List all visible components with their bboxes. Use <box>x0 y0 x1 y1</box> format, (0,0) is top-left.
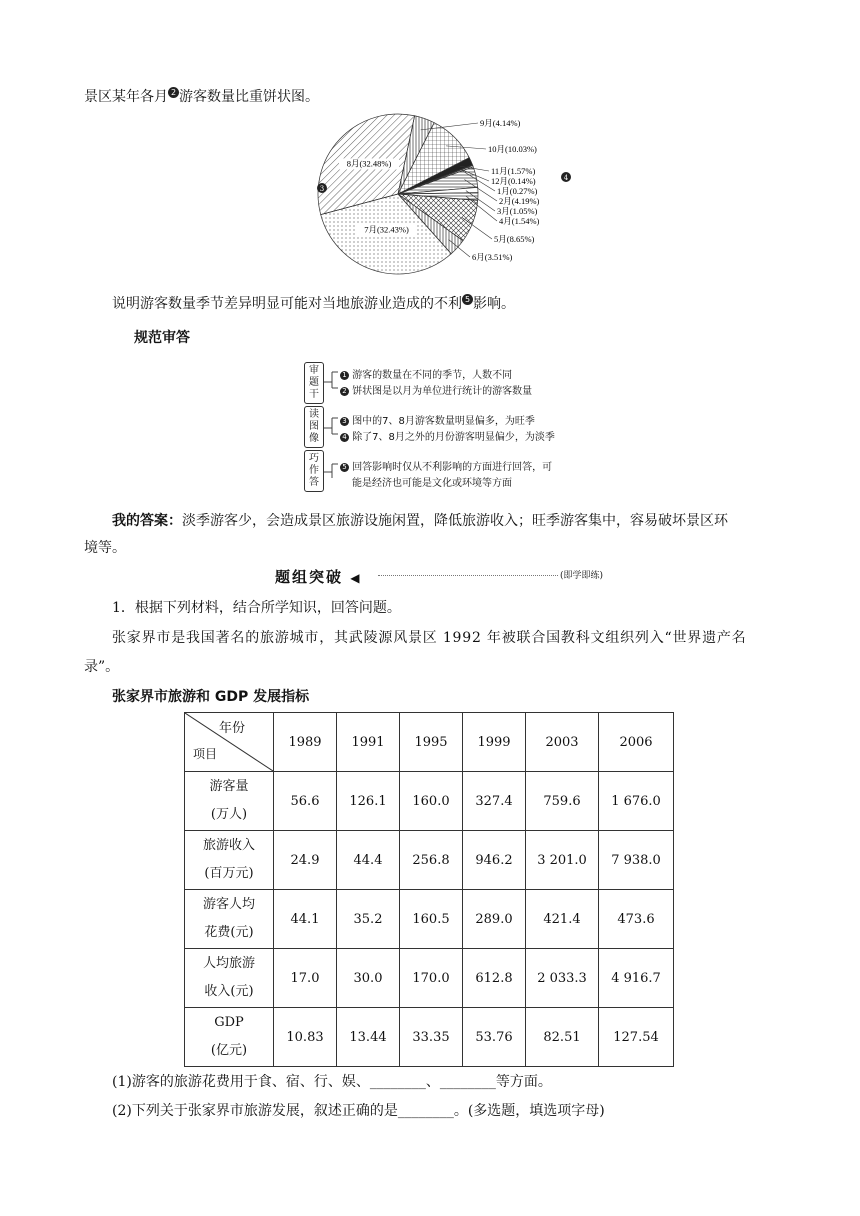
year-header: 1995 <box>400 713 463 772</box>
table-cell: 35.2 <box>337 890 400 949</box>
pie-slice-label: 2月(4.19%) <box>499 196 540 206</box>
flow-item: 能是经济也可能是文化或环境等方面 <box>352 478 512 489</box>
answer-label: 我的答案： <box>112 513 182 529</box>
corner-bottom-label: 项目 <box>193 747 218 761</box>
table-cell: 473.6 <box>599 890 674 949</box>
flow-item: 3 图中的7、8月游客数量明显偏多，为旺季 <box>340 412 535 427</box>
section-subtitle: (即学即练) <box>560 571 604 581</box>
data-table <box>184 712 674 1067</box>
answer-text: 淡季游客少，会造成景区旅游设施闲置，降低旅游收入；旺季游客集中，容易破坏景区环 <box>182 513 728 529</box>
sub-question-2: (2)下列关于张家界市旅游发展，叙述正确的是________。(多选题，填选项字母) <box>112 1103 605 1119</box>
row-header-line-1: GDP <box>214 1015 244 1030</box>
table-cell: 17.0 <box>274 949 337 1008</box>
pie-slice-label: 5月(8.65%) <box>494 234 535 244</box>
marker-4-label: 4 <box>563 174 569 182</box>
table-title: 张家界市旅游和 GDP 发展指标 <box>112 689 310 705</box>
intro-text: 景区某年各月 <box>84 89 168 105</box>
table-cell: 126.1 <box>337 772 400 831</box>
pie-slice-label: 1月(0.27%) <box>497 186 538 196</box>
table-cell: 289.0 <box>463 890 526 949</box>
pie-slice-label: 11月(1.57%) <box>491 166 536 176</box>
answer-line <box>112 510 790 530</box>
table-cell: 160.0 <box>400 772 463 831</box>
row-header <box>185 890 274 949</box>
section-divider <box>378 575 558 576</box>
table-cell: 421.4 <box>526 890 599 949</box>
row-header-line-2: (万人) <box>210 807 248 822</box>
table-cell: 33.35 <box>400 1008 463 1067</box>
section-heading: 规范审答 <box>134 330 190 346</box>
row-header <box>185 1008 274 1067</box>
flow-item: 2 饼状图是以月为单位进行统计的游客数量 <box>340 382 532 397</box>
row-header-line-2: 收入(元) <box>204 984 254 999</box>
table-cell: 13.44 <box>337 1008 400 1067</box>
flow-item: 1 游客的数量在不同的季节，人数不同 <box>340 366 512 381</box>
table-row <box>185 1008 674 1067</box>
table-cell: 127.54 <box>599 1008 674 1067</box>
analysis-flowchart <box>302 358 592 493</box>
circled-number-icon: 2 <box>168 87 179 98</box>
marker-3-label: 3 <box>319 185 325 193</box>
sub-question-1: (1)游客的旅游花费用于食、宿、行、娱、________、________等方面。 <box>112 1074 552 1090</box>
table-cell: 160.5 <box>400 890 463 949</box>
row-header <box>185 831 274 890</box>
year-header: 1991 <box>337 713 400 772</box>
table-header-row <box>185 713 674 772</box>
row-header-line-1: 人均旅游 <box>202 956 255 971</box>
table-cell: 4 916.7 <box>599 949 674 1008</box>
flow-tag-3: 巧 作 答 <box>304 450 324 492</box>
pie-slice-label: 9月(4.14%) <box>480 118 521 128</box>
table-cell: 30.0 <box>337 949 400 1008</box>
flow-item: 5 回答影响时仅从不利影响的方面进行回答，可 <box>340 458 552 473</box>
row-header <box>185 772 274 831</box>
table-cell: 612.8 <box>463 949 526 1008</box>
table-cell: 3 201.0 <box>526 831 599 890</box>
explain-text-rest: 影响。 <box>473 296 515 312</box>
row-header-line-1: 旅游收入 <box>202 838 255 853</box>
flow-tag-2: 读 图 像 <box>304 406 324 448</box>
intro-line <box>84 86 790 106</box>
table-cell: 53.76 <box>463 1008 526 1067</box>
year-header: 2006 <box>599 713 674 772</box>
table-cell: 56.6 <box>274 772 337 831</box>
question-1: 1．根据下列材料，结合所学知识，回答问题。 <box>112 600 401 616</box>
triangle-left-icon: ◀ <box>350 571 362 585</box>
explain-text: 说明游客数量季节差异明显可能对当地旅游业造成的不利 <box>112 296 462 312</box>
year-header: 2003 <box>526 713 599 772</box>
corner-top-label: 年份 <box>219 721 246 736</box>
row-header <box>185 949 274 1008</box>
material-line-2: 录”。 <box>84 659 120 675</box>
table-row <box>185 831 674 890</box>
row-header-line-2: (亿元) <box>210 1043 248 1058</box>
table-cell: 82.51 <box>526 1008 599 1067</box>
table-corner <box>185 713 274 772</box>
table-cell: 10.83 <box>274 1008 337 1067</box>
table-cell: 2 033.3 <box>526 949 599 1008</box>
pie-chart <box>316 108 586 280</box>
table-row <box>185 772 674 831</box>
pie-slice-label: 8月(32.48%) <box>346 158 392 169</box>
table-cell: 327.4 <box>463 772 526 831</box>
intro-text-rest: 游客数量比重饼状图。 <box>179 89 319 105</box>
table-cell: 759.6 <box>526 772 599 831</box>
year-header: 1999 <box>463 713 526 772</box>
pie-slice-label: 7月(32.43%) <box>364 224 409 235</box>
table-cell: 946.2 <box>463 831 526 890</box>
explain-line <box>112 293 790 313</box>
section-title: 题组突破 ◀ <box>275 568 362 586</box>
circled-number-icon: 5 <box>462 294 473 305</box>
pie-slice-label: 12月(0.14%) <box>491 176 536 186</box>
table-cell: 170.0 <box>400 949 463 1008</box>
answer-line-2: 境等。 <box>84 540 126 556</box>
table-cell: 44.1 <box>274 890 337 949</box>
row-header-line-1: 游客量 <box>209 779 249 794</box>
table-row <box>185 949 674 1008</box>
table-cell: 7 938.0 <box>599 831 674 890</box>
table-cell: 256.8 <box>400 831 463 890</box>
table-cell: 1 676.0 <box>599 772 674 831</box>
table-cell: 24.9 <box>274 831 337 890</box>
table-row <box>185 890 674 949</box>
table-cell: 44.4 <box>337 831 400 890</box>
row-header-line-2: (百万元) <box>204 866 254 881</box>
pie-slice-label: 3月(1.05%) <box>497 206 538 216</box>
year-header: 1989 <box>274 713 337 772</box>
pie-slice-label: 10月(10.03%) <box>488 144 537 154</box>
flow-tag-1: 审 题 干 <box>304 362 324 404</box>
flow-item: 4 除了7、8月之外的月份游客明显偏少，为淡季 <box>340 428 555 443</box>
pie-slice-label: 4月(1.54%) <box>499 216 540 226</box>
row-header-line-2: 花费(元) <box>204 925 254 940</box>
row-header-line-1: 游客人均 <box>202 897 255 912</box>
material-line-1: 张家界市是我国著名的旅游城市，其武陵源风景区 1992 年被联合国教科文组织列入“世界遗产名 <box>112 630 747 646</box>
pie-slice-label: 6月(3.51%) <box>472 252 513 262</box>
